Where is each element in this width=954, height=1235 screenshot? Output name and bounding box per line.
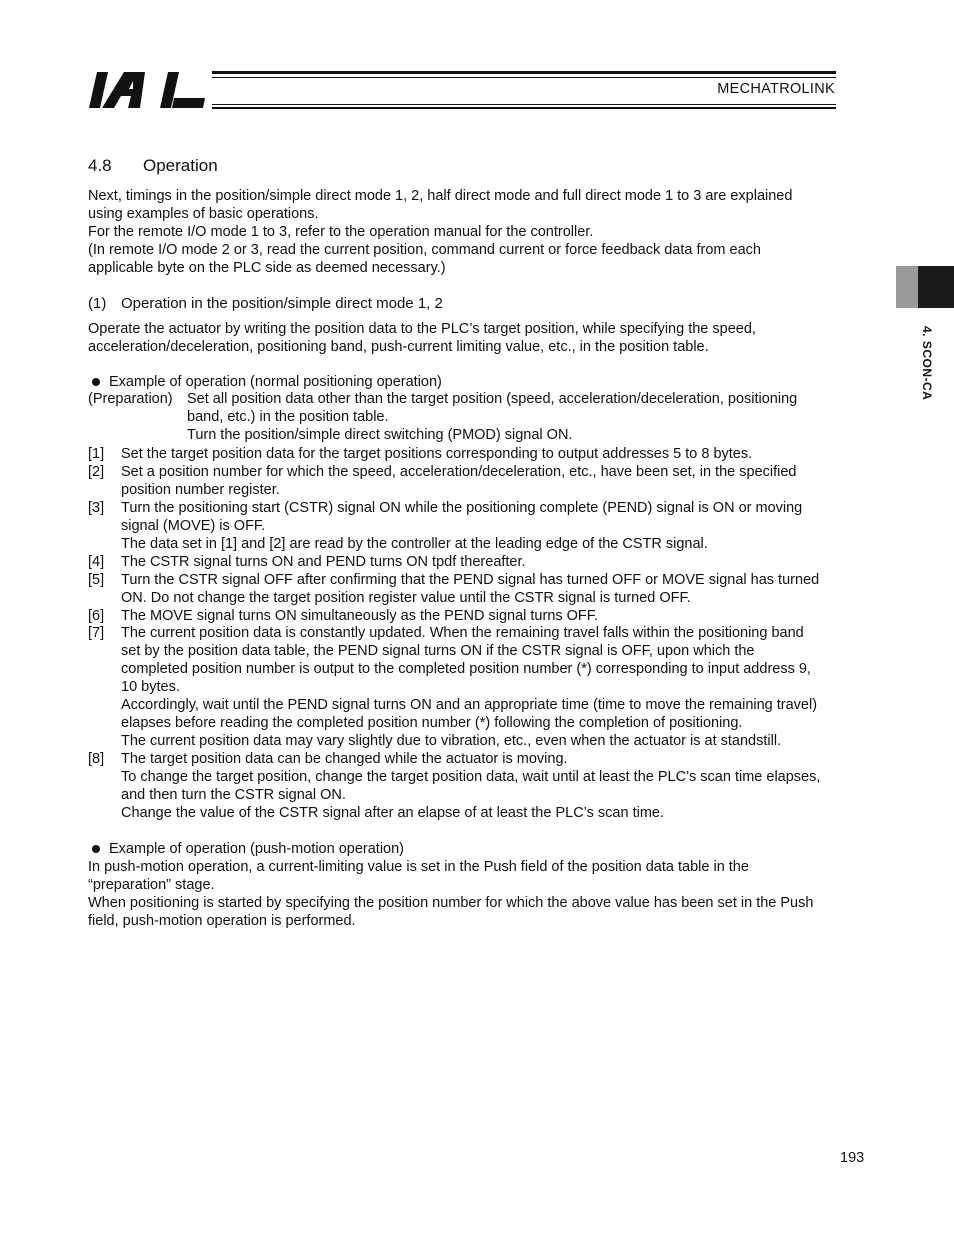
bullet-icon [92, 378, 100, 386]
step-line: Set a position number for which the speed, acceleration/deceleration, etc., have been set, in the specified [121, 464, 797, 480]
push-line: “preparation” stage. [88, 877, 215, 893]
example-normal-title-text: Example of operation (normal positioning operation) [109, 374, 442, 390]
intro-line: applicable byte on the PLC side as deemed necessary.) [88, 260, 446, 276]
example-normal-title [88, 373, 442, 391]
step-line: completed position number is output to the completed position number (*) corresponding to input address 9, [121, 661, 811, 677]
chapter-tab-black [918, 266, 954, 308]
step-line: 10 bytes. [121, 679, 180, 695]
description-line: Operate the actuator by writing the position data to the PLC’s target position, while specifying the speed, [88, 321, 756, 337]
header-rule-top-thin [212, 77, 836, 78]
step-line: The CSTR signal turns ON and PEND turns ON tpdf thereafter. [121, 554, 526, 570]
step-number: [8] [88, 751, 105, 767]
chapter-tab-label: 4. SCON-CA [920, 326, 934, 401]
step-line: Turn the CSTR signal OFF after confirming that the PEND signal has turned OFF or MOVE signal has turned [121, 572, 820, 588]
step-text [121, 750, 881, 822]
step-line: signal (MOVE) is OFF. [121, 518, 266, 534]
step-number: [6] [88, 608, 105, 624]
step-text [121, 445, 881, 463]
step-line: To change the target position, change the target position data, wait until at least the PLC’s scan time elapses, [121, 769, 821, 785]
intro-line: For the remote I/O mode 1 to 3, refer to the operation manual for the controller. [88, 224, 594, 240]
step-line: The MOVE signal turns ON simultaneously as the PEND signal turns OFF. [121, 608, 599, 624]
step-line: position number register. [121, 482, 280, 498]
subsection-heading [88, 295, 443, 312]
step-line: The data set in [1] and [2] are read by the controller at the leading edge of the CSTR signal. [121, 536, 708, 552]
preparation-line: Set all position data other than the target position (speed, acceleration/deceleration, positioning [187, 391, 798, 407]
step-number: [7] [88, 625, 105, 641]
preparation-text [187, 390, 797, 444]
step-text [121, 624, 881, 750]
preparation-line: Turn the position/simple direct switching (PMOD) signal ON. [187, 427, 573, 443]
step-number: [5] [88, 572, 105, 588]
step-number: [1] [88, 446, 105, 462]
subsection-description [88, 320, 878, 356]
step-line: and then turn the CSTR signal ON. [121, 787, 346, 803]
step-number: [4] [88, 554, 105, 570]
push-line: When positioning is started by specifying the position number for which the above value has been set in the Push [88, 895, 814, 911]
intro-line: Next, timings in the position/simple direct mode 1, 2, half direct mode and full direct mode 1 to 3 are explained [88, 188, 793, 204]
example-push-title [88, 840, 404, 858]
example-push-title-text: Example of operation (push-motion operation) [109, 841, 404, 857]
section-number: 4.8 [88, 156, 112, 175]
header-rule-bottom [212, 107, 836, 109]
step-line: Change the value of the CSTR signal after an elapse of at least the PLC’s scan time. [121, 805, 664, 821]
subsection-title: Operation in the position/simple direct mode 1, 2 [121, 295, 443, 312]
intro-line: using examples of basic operations. [88, 206, 319, 222]
section-title [88, 156, 218, 176]
page-number: 193 [840, 1150, 865, 1166]
bullet-icon [92, 845, 100, 853]
step-line: The current position data is constantly updated. When the remaining travel falls within the positioning band [121, 625, 804, 641]
preparation-line: band, etc.) in the position table. [187, 409, 389, 425]
step-line: Set the target position data for the target positions corresponding to output addresses 5 to 8 bytes. [121, 446, 753, 462]
step-text [121, 607, 881, 625]
step-number: [3] [88, 500, 105, 516]
example-push-paragraph [88, 858, 878, 930]
intro-paragraph [88, 187, 878, 277]
step-line: elapses before reading the completed position number (*) following the completion of positioning. [121, 715, 743, 731]
step-line: Turn the positioning start (CSTR) signal ON while the positioning complete (PEND) signal is ON or moving [121, 500, 803, 516]
section-title-text: Operation [143, 156, 218, 175]
step-text [121, 553, 881, 571]
step-number: [2] [88, 464, 105, 480]
chapter-tab-gray [896, 266, 918, 308]
step-line: ON. Do not change the target position register value until the CSTR signal is turned OFF. [121, 590, 691, 606]
step-line: set by the position data table, the PEND signal turns ON if the CSTR signal is OFF, upon which the [121, 643, 755, 659]
step-text [121, 463, 881, 499]
step-text [121, 499, 881, 553]
preparation-label: (Preparation) [88, 391, 173, 407]
iai-logo [88, 70, 206, 110]
header-rule-thick [212, 71, 836, 74]
header-rule-bottom-thin [212, 104, 836, 105]
step-line: Accordingly, wait until the PEND signal turns ON and an appropriate time (time to move the remaining travel) [121, 697, 818, 713]
intro-line: (In remote I/O mode 2 or 3, read the current position, command current or force feedback data from each [88, 242, 761, 258]
header-brand: MECHATROLINK [717, 81, 835, 97]
step-line: The target position data can be changed while the actuator is moving. [121, 751, 568, 767]
step-line: The current position data may vary slightly due to vibration, etc., even when the actuator is at standstill. [121, 733, 782, 749]
step-text [121, 571, 881, 607]
description-line: acceleration/deceleration, positioning band, push-current limiting value, etc., in the position table. [88, 339, 709, 355]
subsection-number: (1) [88, 295, 107, 312]
push-line: In push-motion operation, a current-limiting value is set in the Push field of the position data table in the [88, 859, 749, 875]
push-line: field, push-motion operation is performed. [88, 913, 356, 929]
